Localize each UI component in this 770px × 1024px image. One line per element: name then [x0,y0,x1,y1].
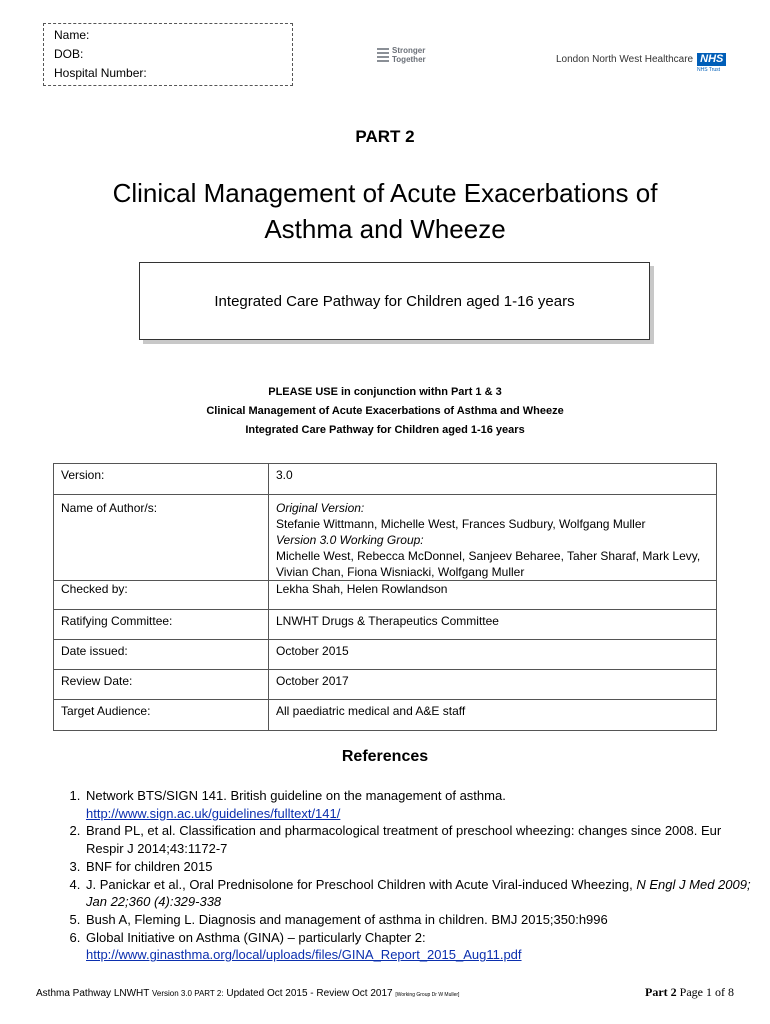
table-row [54,700,717,731]
pathway-box [139,262,650,340]
issued-value: October 2015 [269,640,717,670]
table-row [54,640,717,670]
checked-value: Lekha Shah, Helen Rowlandson [269,581,717,610]
title-line-1: Clinical Management of Acute Exacerbations of [112,178,658,208]
author-original-names: Stefanie Wittmann, Michelle West, Frances Sudbury, Wolfgang Muller [276,517,646,531]
ref-3-text: BNF for children 2015 [86,858,213,874]
trust-name: London North West Healthcare [556,54,694,65]
ref-6-text: Global Initiative on Asthma (GINA) – particularly Chapter 2: [86,929,426,945]
name-label: Name: [54,28,90,42]
review-key: Review Date: [54,670,269,700]
issued-key: Date issued: [54,640,269,670]
table-row [54,495,717,581]
list-item [84,929,754,964]
footer-working-group: [Working Group Dr W Muller] [395,992,460,998]
list-item [84,858,754,876]
table-row [54,581,717,610]
page-count: Page 1 of 8 [679,985,734,999]
audience-key: Target Audience: [54,700,269,731]
stronger-together-logo [377,46,426,64]
use-note [0,383,770,440]
together-text: Together [392,55,426,64]
document-info-table [53,463,717,731]
stronger-text: Stronger [392,46,426,55]
use-note-line-1: PLEASE USE in conjunction withn Part 1 & 3 [268,386,502,398]
footer-doc-name: Asthma Pathway LNWHT [36,988,150,999]
nhs-trust-label: NHS Trust [697,67,721,73]
hospital-number-label: Hospital Number: [54,66,147,80]
list-item [84,787,754,822]
author-v3-label: Version 3.0 Working Group: [276,533,424,547]
page-number [645,985,734,1000]
patient-details-box [43,23,293,86]
table-row [54,464,717,495]
author-original-label: Original Version: [276,501,365,515]
footer-version: Version 3.0 PART 2: [151,989,224,998]
audience-value: All paediatric medical and A&E staff [269,700,717,731]
list-item [84,822,754,857]
use-note-line-2: Clinical Management of Acute Exacerbations of Asthma and Wheeze [206,405,564,417]
dob-label: DOB: [54,47,84,61]
table-row [54,610,717,640]
author-value [269,495,717,581]
table-row [54,670,717,700]
ref-6-link[interactable]: http://www.ginasthma.org/local/uploads/files/GINA_Report_2015_Aug11.pdf [86,947,522,963]
ratifying-key: Ratifying Committee: [54,610,269,640]
footer-left [36,988,459,999]
ratifying-value: LNWHT Drugs & Therapeutics Committee [269,610,717,640]
list-item [84,876,754,911]
ref-1-text: Network BTS/SIGN 141. British guideline on the management of asthma. [86,788,506,803]
page-footer [36,985,734,1000]
ref-4-text: J. Panickar et al., Oral Prednisolone for Preschool Children with Acute Viral-induced Wheezing, [86,876,633,892]
page-part: Part 2 [645,985,677,999]
checked-key: Checked by: [54,581,269,610]
pathway-text: Integrated Care Pathway for Children aged 1-16 years [214,292,575,310]
nhs-badge: NHS [697,53,726,66]
ref-1-link[interactable]: http://www.sign.ac.uk/guidelines/fulltext/141/ [86,805,341,821]
stronger-together-icon [377,46,389,64]
part-heading: PART 2 [355,127,415,146]
author-key: Name of Author/s: [54,495,269,581]
version-value: 3.0 [269,464,717,495]
references-list [60,787,754,964]
nhs-trust-logo [556,50,726,66]
author-v3-names: Michelle West, Rebecca McDonnel, Sanjeev Beharee, Taher Sharaf, Mark Levy, Vivian Chan, Fiona Wisniacki, Wolfgang Muller [276,549,701,579]
footer-dates: Updated Oct 2015 - Review Oct 2017 [226,988,393,999]
review-value: October 2017 [269,670,717,700]
list-item [84,911,754,929]
version-key: Version: [54,464,269,495]
title-line-2: Asthma and Wheeze [264,214,506,244]
ref-4-journal: N Engl J Med 2009; Jan 22;360 (4):329-338 [86,876,751,910]
ref-5-text: Bush A, Fleming L. Diagnosis and management of asthma in children. BMJ 2015;350:h996 [86,911,608,927]
use-note-line-3: Integrated Care Pathway for Children aged 1-16 years [245,424,525,436]
ref-2-text: Brand PL, et al. Classification and pharmacological treatment of preschool wheezing: changes since 2008. Eur Respir J 2014;43:1172-7 [86,823,722,857]
page-title [60,175,710,247]
references-heading: References [341,748,429,765]
